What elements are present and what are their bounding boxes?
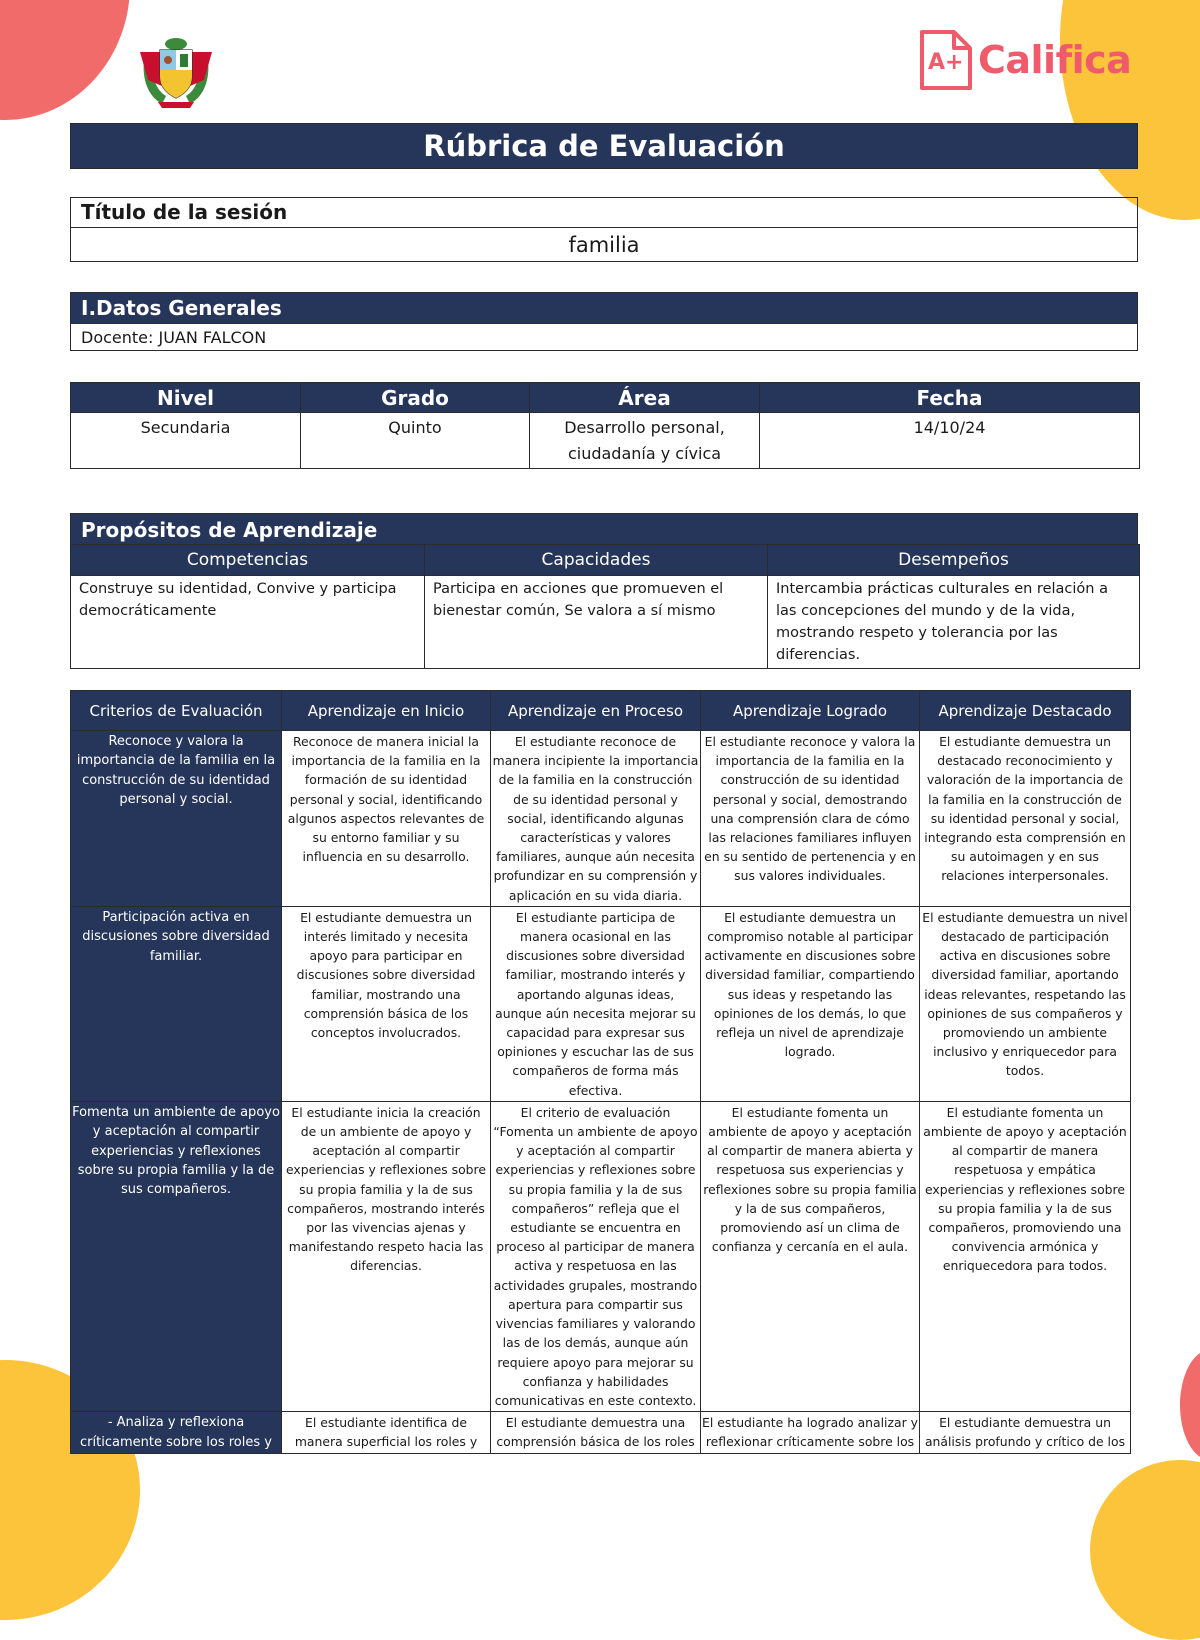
rubric-level-logrado: El estudiante ha logrado analizar y reflexionar críticamente sobre los	[701, 1412, 920, 1454]
rubric-row	[71, 731, 1131, 907]
info-header-grado: Grado	[301, 383, 530, 413]
propositos-capacidades: Participa en acciones que promueven el bienestar común, Se valora a sí mismo	[425, 576, 768, 669]
decor-blob-bottom-right	[1090, 1460, 1200, 1640]
decor-blob-right	[1180, 1350, 1200, 1460]
propositos-header-competencias: Competencias	[71, 545, 425, 576]
califica-logo-icon	[916, 28, 974, 92]
decor-blob-top-left	[0, 0, 130, 120]
logo-mark-text: A+	[928, 50, 964, 75]
datos-generales-label: I.Datos Generales	[71, 293, 1137, 324]
session-label: Título de la sesión	[71, 198, 1137, 228]
rubric-level-proceso: El criterio de evaluación “Fomenta un ambiente de apoyo y aceptación al compartir experiencias y reflexiones sobre su propia familia y la de sus compañeros” refleja que el estudiante se encuentra en proceso al participar de manera activa y respetuosa en las actividades grupales, mostrando apertura para compartir sus vivencias familiares y valorando las de los demás, aunque aún requiere apoyo para mejorar su confianza y habilidades comunicativas en este contexto.	[491, 1101, 701, 1411]
rubric-criterion: Reconoce y valora la importancia de la familia en la construcción de su identidad personal y social.	[71, 731, 282, 907]
propositos-table	[70, 544, 1140, 669]
info-value-nivel: Secundaria	[71, 413, 301, 469]
rubric-level-inicio: El estudiante identifica de manera superficial los roles y	[282, 1412, 491, 1454]
session-section	[70, 197, 1138, 262]
califica-logo	[916, 28, 1131, 92]
rubric-level-inicio: El estudiante demuestra un interés limitado y necesita apoyo para participar en discusiones sobre diversidad familiar, mostrando una comprensión básica de los conceptos involucrados.	[282, 906, 491, 1101]
session-title: familia	[568, 233, 640, 257]
propositos-desempenos: Intercambia prácticas culturales en relación a las concepciones del mundo y de la vida, mostrando respeto y tolerancia por las diferencias.	[768, 576, 1140, 669]
info-header-nivel: Nivel	[71, 383, 301, 413]
rubric-table	[70, 690, 1131, 1454]
propositos-competencias: Construye su identidad, Convive y participa democráticamente	[71, 576, 425, 669]
rubric-level-destacado: El estudiante demuestra un análisis profundo y crítico de los	[920, 1412, 1131, 1454]
peru-coat-of-arms-icon	[138, 30, 214, 110]
rubric-level-inicio: Reconoce de manera inicial la importancia de la familia en la formación de su identidad personal y social, identificando algunos aspectos relevantes de su entorno familiar y su influencia en su desarrollo.	[282, 731, 491, 907]
rubric-criterion: Fomenta un ambiente de apoyo y aceptación al compartir experiencias y reflexiones sobre su propia familia y la de sus compañeros.	[71, 1101, 282, 1411]
info-header-area: Área	[530, 383, 760, 413]
rubric-level-proceso: El estudiante reconoce de manera incipiente la importancia de la familia en la construcción de su identidad personal y social, identificando algunas características y valores familiares, aunque aún necesita profundizar en su comprensión y aplicación en su vida diaria.	[491, 731, 701, 907]
rubric-header-destacado: Aprendizaje Destacado	[920, 691, 1131, 731]
info-table	[70, 382, 1140, 469]
document-title: Rúbrica de Evaluación	[70, 123, 1138, 169]
rubric-criterion: - Analiza y reflexiona críticamente sobre los roles y	[71, 1412, 282, 1454]
info-value-fecha: 14/10/24	[760, 413, 1140, 469]
rubric-level-logrado: El estudiante fomenta un ambiente de apoyo y aceptación al compartir de manera abierta y respetuosa sus experiencias y reflexiones sobre su propia familia y la de sus compañeros, promoviendo así un clima de confianza y cercanía en el aula.	[701, 1101, 920, 1411]
rubric-level-destacado: El estudiante fomenta un ambiente de apoyo y aceptación al compartir de manera respetuosa y empática experiencias y reflexiones sobre su propia familia y la de sus compañeros, promoviendo una convivencia armónica y enriquecedora para todos.	[920, 1101, 1131, 1411]
rubric-row	[71, 1412, 1131, 1454]
info-value-grado: Quinto	[301, 413, 530, 469]
rubric-level-logrado: El estudiante demuestra un compromiso notable al participar activamente en discusiones sobre diversidad familiar, compartiendo sus ideas y respetando las opiniones de los demás, lo que refleja un nivel de aprendizaje logrado.	[701, 906, 920, 1101]
rubric-level-logrado: El estudiante reconoce y valora la importancia de la familia en la construcción de su identidad personal y social, demostrando una comprensión clara de cómo las relaciones familiares influyen en su sentido de pertenencia y en sus valores individuales.	[701, 731, 920, 907]
rubric-level-proceso: El estudiante participa de manera ocasional en las discusiones sobre diversidad familiar, mostrando interés y aportando algunas ideas, aunque aún necesita mejorar su capacidad para expresar sus opiniones y escuchar las de sus compañeros de forma más efectiva.	[491, 906, 701, 1101]
datos-generales-section	[70, 292, 1138, 351]
propositos-label: Propósitos de Aprendizaje	[70, 513, 1138, 545]
logo-text: Califica	[978, 38, 1132, 82]
rubric-row	[71, 906, 1131, 1101]
rubric-level-inicio: El estudiante inicia la creación de un ambiente de apoyo y aceptación al compartir experiencias y reflexiones sobre su propia familia y la de sus compañeros, mostrando interés por las vivencias ajenas y manifestando respeto hacia las diferencias.	[282, 1101, 491, 1411]
rubric-header-criterios: Criterios de Evaluación	[71, 691, 282, 731]
rubric-level-destacado: El estudiante demuestra un destacado reconocimiento y valoración de la importancia de la familia en la construcción de su identidad personal y social, integrando esta comprensión en su autoimagen y en sus relaciones interpersonales.	[920, 731, 1131, 907]
rubric-header-logrado: Aprendizaje Logrado	[701, 691, 920, 731]
rubric-row	[71, 1101, 1131, 1411]
rubric-header-proceso: Aprendizaje en Proceso	[491, 691, 701, 731]
rubric-header-inicio: Aprendizaje en Inicio	[282, 691, 491, 731]
docente-value: Docente: JUAN FALCON	[81, 328, 267, 347]
rubric-criterion: Participación activa en discusiones sobre diversidad familiar.	[71, 906, 282, 1101]
rubric-level-destacado: El estudiante demuestra un nivel destacado de participación activa en discusiones sobre diversidad familiar, aportando ideas relevantes, respetando las opiniones de sus compañeros y promoviendo un ambiente inclusivo y enriquecedor para todos.	[920, 906, 1131, 1101]
rubric-level-proceso: El estudiante demuestra una comprensión básica de los roles	[491, 1412, 701, 1454]
info-header-fecha: Fecha	[760, 383, 1140, 413]
info-value-area: Desarrollo personal, ciudadanía y cívica	[530, 413, 760, 469]
propositos-header-capacidades: Capacidades	[425, 545, 768, 576]
propositos-header-desempenos: Desempeños	[768, 545, 1140, 576]
